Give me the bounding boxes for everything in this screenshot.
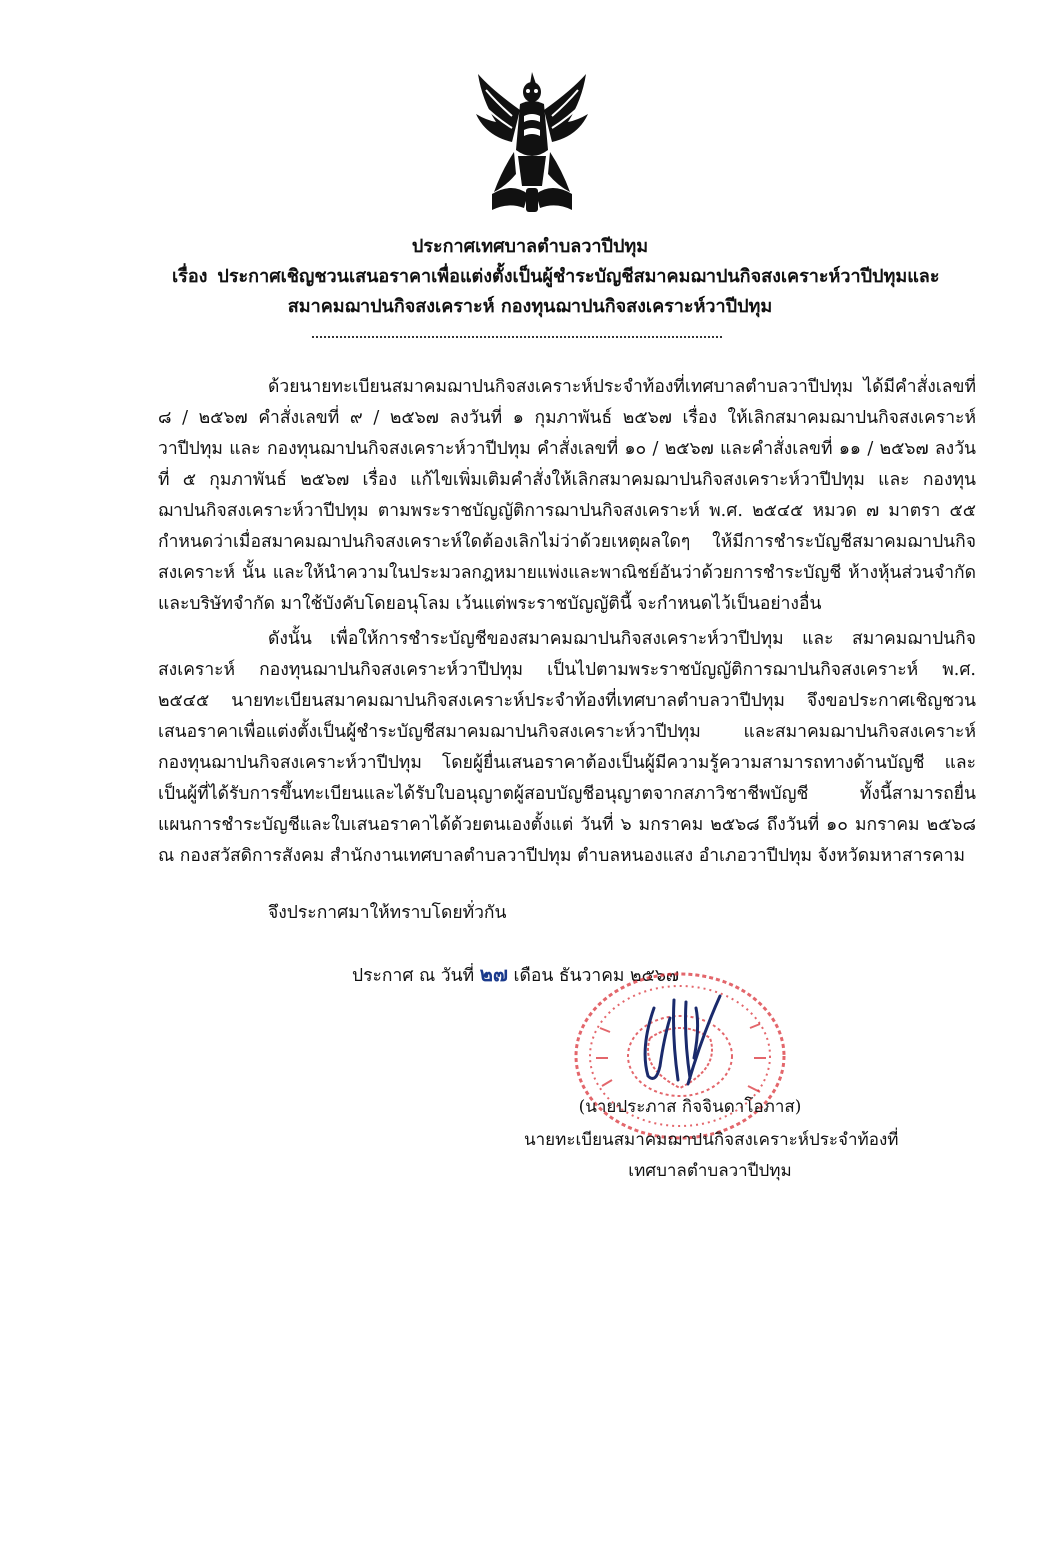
title-block: [150, 232, 940, 322]
signer-name: (นายประภาส กิจจินดาโอภาส): [578, 1097, 802, 1117]
paragraph-2: [158, 624, 976, 872]
subject-text-1: ประกาศเชิญชวนเสนอราคาเพื่อแต่งตั้งเป็นผู้ชำระบัญชีสมาคมฌาปนกิจสงเคราะห์วาปีปทุมและ: [217, 266, 940, 287]
paragraph-1: [158, 372, 976, 620]
subject-line-2: สมาคมฌาปนกิจสงเคราะห์ กองทุนฌาปนกิจสงเคราะห์วาปีปทุม: [287, 296, 773, 317]
signature-icon: [630, 988, 750, 1088]
date-day: ๒๗: [479, 962, 508, 986]
subject-label: เรื่อง: [172, 266, 208, 287]
date-month: ธันวาคม: [558, 966, 625, 986]
dotted-divider: [312, 336, 722, 338]
subject-line-1: [150, 262, 940, 292]
paragraph-2-text: ดังนั้น เพื่อให้การชำระบัญชีของสมาคมฌาปนกิจสงเคราะห์วาปีปทุม และ สมาคมฌาปนกิจสงเคราะห์ กองทุนฌาปนกิจสงเคราะห์วาปีปทุม เป็นไปตามพระราชบัญญัติการฌาปนกิจสงเคราะห์ พ.ศ. ๒๕๔๕ นายทะเบียนสมาคมฌาปนกิจสงเคราะห์ประจำท้องที่เทศบาลตำบลวาปีปทุม จึงขอประกาศเชิญชวนเสนอราคาเพื่อแต่งตั้งเป็นผู้ชำระบัญชีสมาคมฌาปนกิจสงเคราะห์วาปีปทุม และสมาคมฌาปนกิจสงเคราะห์ กองทุนฌาปนกิจสงเคราะห์วาปีปทุม โดยผู้ยื่นเสนอราคาต้องเป็นผู้มีความรู้ความสามารถทางด้านบัญชี และเป็นผู้ที่ได้รับการขึ้นทะเบียนและได้รับใบอนุญาตผู้สอบบัญชีอนุญาตจากสภาวิชาชีพบัญชี ทั้งนี้สามารถยื่นแผนการชำระบัญชีและใบเสนอราคาได้ด้วยตนเองตั้งแต่ วันที่ ๖ มกราคม ๒๕๖๘ ถึงวันที่ ๑๐ มกราคม ๒๕๖๘ ณ กองสวัสดิการสังคม สำนักงานเทศบาลตำบลวาปีปทุม ตำบลหนองแสง อำเภอวาปีปทุม จังหวัดมหาสารคาม: [158, 629, 976, 866]
garuda-emblem-icon: [472, 70, 592, 218]
date-prefix: ประกาศ ณ วันที่: [352, 966, 475, 986]
signer-title-2: เทศบาลตำบลวาปีปทุม: [628, 1161, 792, 1181]
closing-statement: จึงประกาศมาให้ทราบโดยทั่วกัน: [268, 903, 507, 923]
paragraph-1-text: ด้วยนายทะเบียนสมาคมฌาปนกิจสงเคราะห์ประจำท้องที่เทศบาลตำบลวาปีปทุม ได้มีคำสั่งเลขที่ ๘ / ๒๕๖๗ คำสั่งเลขที่ ๙ / ๒๕๖๗ ลงวันที่ ๑ กุมภาพันธ์ ๒๕๖๗ เรื่อง ให้เลิกสมาคมฌาปนกิจสงเคราะห์วาปีปทุม และ กองทุนฌาปนกิจสงเคราะห์วาปีปทุม คำสั่งเลขที่ ๑๐ / ๒๕๖๗ และคำสั่งเลขที่ ๑๑ / ๒๕๖๗ ลงวันที่ ๕ กุมภาพันธ์ ๒๕๖๗ เรื่อง แก้ไขเพิ่มเติมคำสั่งให้เลิกสมาคมฌาปนกิจสงเคราะห์วาปีปทุม และ กองทุนฌาปนกิจสงเคราะห์วาปีปทุม ตามพระราชบัญญัติการฌาปนกิจสงเคราะห์ พ.ศ. ๒๕๔๕ หมวด ๗ มาตรา ๕๕ กำหนดว่าเมื่อสมาคมฌาปนกิจสงเคราะห์ใดต้องเลิกไม่ว่าด้วยเหตุผลใดๆ ให้มีการชำระบัญชีสมาคมฌาปนกิจสงเคราะห์ นั้น และให้นำความในประมวลกฎหมายแพ่งและพาณิชย์อันว่าด้วยการชำระบัญชี ห้างหุ้นส่วนจำกัดและบริษัทจำกัด มาใช้บังคับโดยอนุโลม เว้นแต่พระราชบัญญัตินี้ จะกำหนดไว้เป็นอย่างอื่น: [158, 377, 976, 614]
date-year: ๒๕๖๗: [630, 966, 680, 986]
document-title: ประกาศเทศบาลตำบลวาปีปทุม: [411, 236, 649, 257]
date-month-label: เดือน: [513, 966, 554, 986]
signer-title-1: นายทะเบียนสมาคมฌาปนกิจสงเคราะห์ประจำท้องที่: [524, 1130, 899, 1150]
